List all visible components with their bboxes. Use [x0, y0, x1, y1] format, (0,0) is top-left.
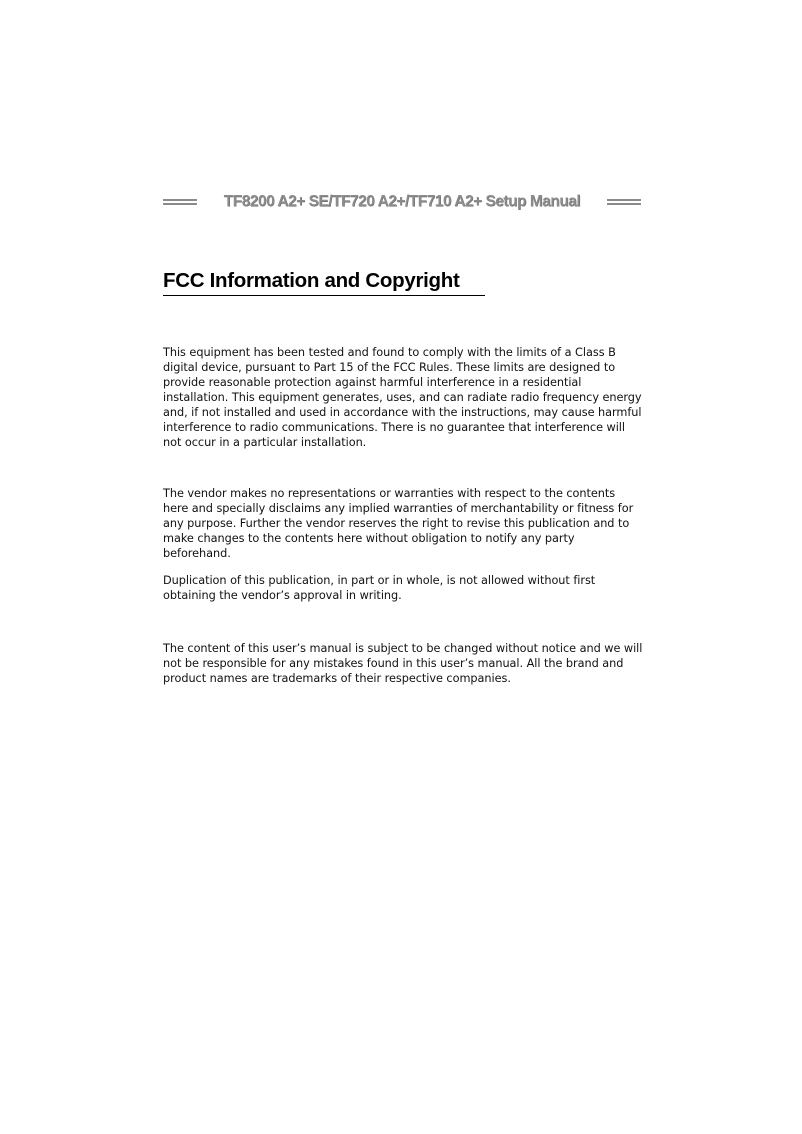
duplication-paragraph: Duplication of this publication, in part or in whole, is not allowed without first obtaining the vendor’s approval in writing.: [163, 574, 596, 602]
warranty-disclaimer-paragraph: The vendor makes no representations or warranties with respect to the contents here and specially disclaims any implied warranties of merchantability or fitness for any purpose. Further the vendor reserves the right to revise this publication and to make changes to the contents here without obligation to notify any party beforehand.: [163, 487, 634, 560]
section-title: FCC Information and Copyright: [163, 268, 485, 296]
fcc-compliance-paragraph: This equipment has been tested and found to comply with the limits of a Class B digital device, pursuant to Part 15 of the FCC Rules. These limits are designed to provide reasonable protection against harmful interference in a residential installation. This equipment generates, uses, and can radiate radio frequency energy and, if not installed and used in accordance with the instructions, may cause harmful interference to radio communications. There is no guarantee that interference will not occur in a particular installation.: [163, 346, 642, 449]
trademark-paragraph: The content of this user’s manual is subject to be changed without notice and we will not be responsible for any mistakes found in this user’s manual. All the brand and product names are trademarks of their respective companies.: [163, 642, 643, 685]
manual-title: TF8200 A2+ SE/TF720 A2+/TF710 A2+ Setup Manual: [223, 193, 581, 210]
header-rule-left: [163, 199, 197, 205]
header-rule-right: [607, 199, 641, 205]
running-header: [163, 190, 641, 214]
